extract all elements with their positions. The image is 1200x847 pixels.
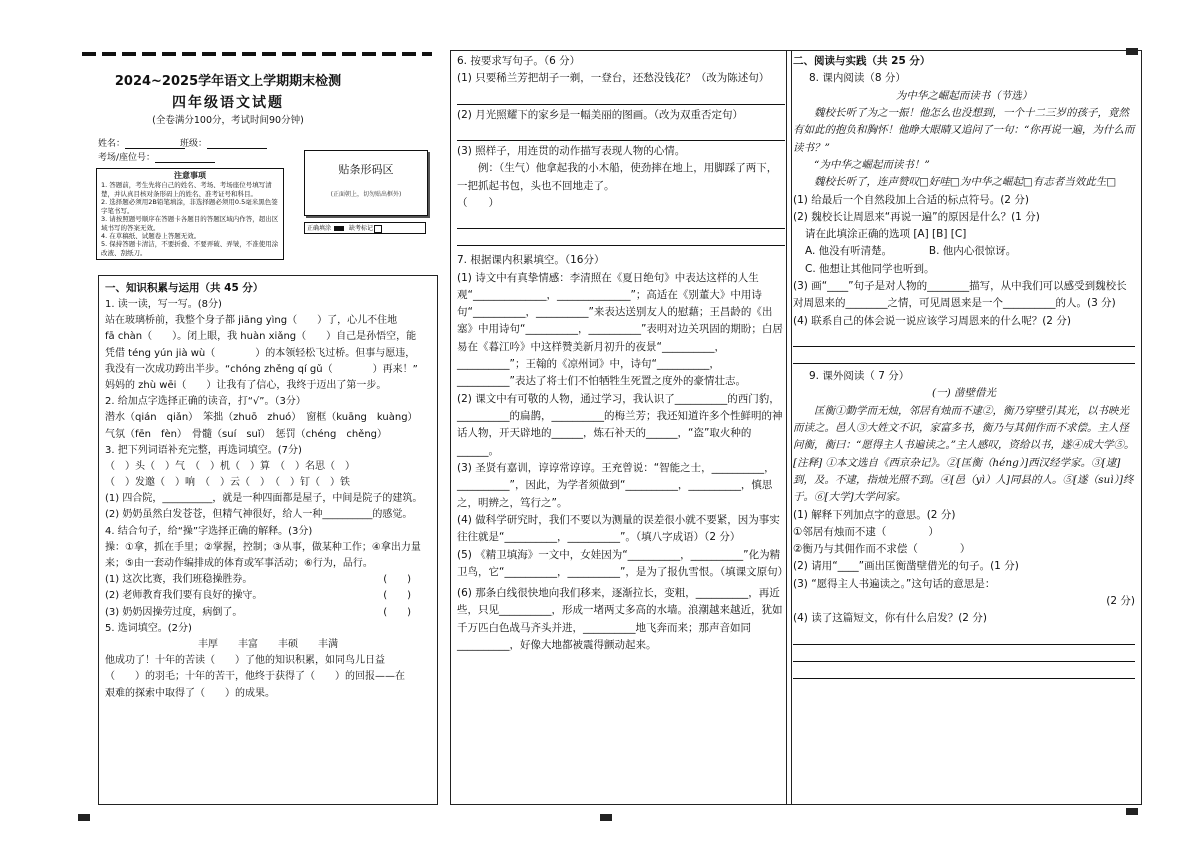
q2-line[interactable]: 潜水（qián qiǎn） 笨拙（zhuō zhuó） 窗框（kuāng kuàng） <box>105 412 418 424</box>
q6-3: (3) 照样子，用连贯的动作描写表现人物的心情。 <box>457 144 686 157</box>
barcode-sub: (正面朝上，切勿贴出框外) <box>330 191 402 198</box>
question-4: 4. 结合句子，给“操”字选择正确的解释。(3分) <box>105 525 313 537</box>
notice-line: 3. 请按照题号顺序在答题卡各题目的答题区域内作答，超出区域书写的答案无效。 <box>101 215 279 232</box>
exam-note: (全卷满分100分，考试时间90分钟) <box>152 115 304 126</box>
question-6: 6. 按要求写句子。（6 分） <box>457 55 581 67</box>
q9-sub: (1) 解释下列加点字的意思。(2 分) <box>793 508 956 521</box>
corner-mark <box>1126 808 1138 815</box>
class-field[interactable]: 班级： <box>180 136 267 149</box>
q8-choice-c: C. 他想让其他同学也听到。 <box>805 262 935 275</box>
fill-sample-icon <box>334 226 344 231</box>
answer-line[interactable] <box>457 126 785 141</box>
answer-line[interactable] <box>457 231 785 246</box>
q6-2: (2) 月光照耀下的家乡是一幅美丽的图画。（改为双重否定句） <box>457 108 743 121</box>
reading-paragraph: “为中华之崛起而读书！” <box>814 158 930 171</box>
question-5: 5. 选词填空。(2分) <box>105 622 192 634</box>
q5-line[interactable]: 艰难的探索中取得了（ ）的成果。 <box>105 687 275 699</box>
q1-line[interactable]: 站在玻璃桥前，我整个身子都 jiāng yìng（ ）了，心儿不住地 <box>105 315 398 327</box>
question-3: 3. 把下列词语补充完整，再选词填空。(7分) <box>105 444 302 456</box>
reading-paragraph: 魏校长听了为之一振！他怎么也没想到，一个十二三岁的孩子，竟然有如此的抱负和胸怀！他睁大眼睛又追问了一句：“你再说一遍，为什么而读书？” <box>793 106 1135 154</box>
q4-item[interactable]: (2) 老师教育我们要有良好的操守。 ( ) <box>105 590 411 602</box>
q8-choice-options[interactable]: 请在此填涂正确的选项 [A] [B] [C] <box>805 228 967 241</box>
q7-4[interactable]: (4) 做科学研究时，我们不要以为测量的误差很小就不要紧，因为事实往往就是“__________，__________”。（填八字成语）（2 分） <box>457 513 780 544</box>
notice-title: 注意事项 <box>174 171 206 180</box>
notice-line: 5. 保持答题卡清洁，不要折叠、不要弄破、弄皱，不准使用涂改液、刮纸刀。 <box>101 240 279 257</box>
q9-points: (2 分) <box>1106 595 1135 608</box>
q5-word-bank: 丰厚 丰富 丰硕 丰满 <box>198 638 338 650</box>
section-knowledge <box>98 275 438 805</box>
column-right <box>786 50 1142 805</box>
notice-line: 1. 答题前，考生先将自己的姓名、考场、考场座位号填写清楚，并认真目核对条形码上的姓名、准考证号和科目。 <box>101 181 272 198</box>
top-dash-line <box>82 52 432 56</box>
q4-item[interactable]: (1) 这次比赛，我们班稳操胜券。 ( ) <box>105 574 411 586</box>
section-heading: 二、阅读与实践（共 25 分） <box>793 55 931 67</box>
q8-sub: (4) 联系自己的体会说一说应该学习周恩来的什么呢？(2 分) <box>793 314 1071 327</box>
q6-blank[interactable]: （ ） <box>457 196 499 209</box>
question-2: 2. 给加点字选择正确的读音，打“√”。（3分） <box>105 396 306 408</box>
reading-paragraph-2: 匡衡①勤学而无烛，邻居有烛而不逮②，衡乃穿壁引其光，以书映光而读之。邑人③大姓文不识，家富多书，衡乃与其佣作而不求偿。主人怪问衡，衡曰：“愿得主人书遍读之。”主人感叹，资给以书，遂④成大学⑤。 <box>793 404 1135 452</box>
answer-line[interactable] <box>793 630 1135 645</box>
answer-line[interactable] <box>793 647 1135 662</box>
exam-title: 2024~2025学年语文上学期期末检测 <box>114 74 342 89</box>
column-middle <box>450 50 792 805</box>
section-heading: 一、知识积累与运用（共 45 分） <box>105 282 264 294</box>
question-9: 9. 课外阅读（ 7 分） <box>809 370 910 382</box>
reading-paragraph[interactable]: 魏校长听了，连声赞叹□好哇□为中华之崛起□有志者当效此生□ <box>814 176 1117 189</box>
q7-3[interactable]: (3) 圣贤有嘉训，谆谆常谆谆。王充曾说：“智能之士，__________，__________”，因此，为学者须做到“__________，__________，慎思之，明辨之，笃行之”。 <box>457 461 775 509</box>
q9-sub[interactable]: ②衡乃与其佣作而不求偿（ ） <box>793 543 971 556</box>
reading-title-2: (一) 凿壁借光 <box>931 387 997 400</box>
q1-line[interactable]: 我没有一次成功跨出半步。“chóng zhěng qí gǔ（ ）再来！” <box>105 363 418 375</box>
q9-sub: (2) 请用“____”画出匡衡凿壁借光的句子。(1 分) <box>793 560 1019 573</box>
fill-marks: 正确填涂 缺考标记 <box>304 222 426 234</box>
corner-mark <box>78 814 90 821</box>
q3-fill[interactable]: (2) 奶奶虽然白发苍苍，但精气神很好，给人一种__________的感觉。 <box>105 509 413 521</box>
answer-line[interactable] <box>793 349 1135 364</box>
q1-line[interactable]: 妈妈的 zhù wēi（ ）让我有了信心，我终于迈出了第一步。 <box>105 379 387 391</box>
notice-box <box>96 168 284 260</box>
q6-1: (1) 只要稀兰芳把胡子一剃，一登台，还愁没钱花？（改为陈述句） <box>457 72 770 85</box>
exam-seat-field[interactable]: 考场/座位号： <box>98 150 215 163</box>
q8-sub: (1) 给最后一个自然段加上合适的标点符号。(2 分) <box>793 193 1029 206</box>
q4-item[interactable]: (3) 奶奶因操劳过度，病倒了。 ( ) <box>105 606 411 618</box>
name-field[interactable]: 姓名： <box>98 136 185 149</box>
reading-title: 为中华之崛起而读书（节选） <box>895 89 1033 102</box>
q1-line[interactable]: fā chàn（ ）。闭上眼，我 huàn xiǎng（ ）自己是孙悟空，能 <box>105 331 417 343</box>
q8-sub: (2) 魏校长让周恩来“再说一遍”的原因是什么？(1 分) <box>793 210 1040 223</box>
q7-6[interactable]: (6) 那条白线很快地向我们移来，逐渐拉长，变粗，__________，再近些，只见__________，形成一堵两丈多高的水墙。浪潮越来越近，犹如千万匹白色战马齐头并进，__________地飞奔而来；那声音如同__________，好像大地都被震得颤动起来。 <box>457 587 783 652</box>
q5-line[interactable]: 他成功了！十年的苦读（ ）了他的知识积累，如同鸟儿日益 <box>105 655 385 667</box>
question-1: 1. 读一读，写一写。(8分) <box>105 299 222 310</box>
answer-line[interactable] <box>457 214 785 229</box>
absent-checkbox[interactable] <box>374 225 382 233</box>
answer-line[interactable] <box>793 332 1135 347</box>
q3-fill[interactable]: (1) 四合院，__________，就是一种四面都是屋子，中间是院子的建筑。 <box>105 493 423 505</box>
q3-line[interactable]: （ ）发邀（ ）响 （ ）云（ ） （ ）钉（ ）铁 <box>105 477 350 489</box>
q3-line[interactable]: （ ）头（ ）气 （ ）机（ ）算 （ ）名思（ ） <box>105 460 355 472</box>
answer-line[interactable] <box>457 90 785 105</box>
notice-line: 2. 选择题必须用2B铅笔填涂，非选择题必须用0.5毫米黑色签字笔书写。 <box>101 198 278 215</box>
q9-sub[interactable]: ①邻居有烛而不逮（ ） <box>793 525 939 538</box>
q7-1[interactable]: (1) 诗文中有真挚情感：李清照在《夏日绝句》中表达这样的人生观“______________，______________”；高适在《别董大》中用诗句“__________，__________”来表达送别友人的慰藉；王昌龄的《出塞》中用诗句“__________，__________”表明对边关巩固的期盼；白居易在《暮江吟》中这样赞美新月初升的夜景“__________，__________”；王翰的《凉州词》中，诗句“__________，__________”表达了将士们不怕牺牲生死置之度外的豪情壮志。 <box>457 271 783 388</box>
answer-line[interactable] <box>793 664 1135 679</box>
q7-5[interactable]: (5) 《精卫填海》一文中，女娃因为“__________，__________”化为精卫鸟，它“__________，__________”，是为了报仇雪恨。（填课文原句） <box>457 548 789 578</box>
q2-line[interactable]: 气氛（fēn fèn） 骨髓（suí suǐ） 惩罚（chéng chěng） <box>105 428 388 440</box>
notice-line: 4. 在草稿纸、试题卷上答题无效。 <box>101 232 201 241</box>
question-7: 7. 根据课内积累填空。（16分） <box>457 254 605 267</box>
q9-sub: (3) “愿得主人书遍读之。”这句话的意思是： <box>793 577 996 590</box>
reading-notes: [注释] ①本文选自《西京杂记》。②[匡衡（héng）]西汉经学家。③[逮]到，及。不逮，指烛光照不到。④[邑（yì）人]同县的人。⑤[遂（suì）]终于。⑥[大学]大学问家。 <box>793 456 1134 504</box>
q7-2[interactable]: (2) 课文中有可敬的人物，通过学习，我认识了__________的西门豹，__________的扁鹊，__________的梅兰芳；我还知道许多个性鲜明的神话人物，开天辟地的______，炼石补天的______，“盗”取火种的______。 <box>457 392 783 457</box>
q6-example: 例：（生气）他拿起我的小木船，使劲摔在地上，用脚踩了两下，一把抓起书包，头也不回地走了。 <box>457 162 778 192</box>
q5-line[interactable]: （ ）的羽毛；十年的苦干，他终于获得了（ ）的回报——在 <box>105 671 405 683</box>
barcode-label: 贴条形码区 <box>338 163 394 176</box>
corner-mark <box>600 814 612 821</box>
q9-sub: (4) 读了这篇短文，你有什么启发？(2 分) <box>793 612 987 625</box>
q8-choice-ab: A. 他没有听清楚。 B. 他内心很惊讶。 <box>805 245 1017 258</box>
q8-sub[interactable]: (3) 画“____”句子是对人物的________描写，从中我们可以感受到魏校长对周恩来的________之情，可见周恩来是一个__________的人。(3 分) <box>793 280 1127 310</box>
question-8: 8. 课内阅读（8 分） <box>809 72 906 85</box>
exam-subtitle: 四年级语文试题 <box>172 95 284 111</box>
barcode-area <box>304 150 428 216</box>
q4-definitions: 操：①拿，抓在手里；②掌握，控制；③从事，做某种工作；④拿出力量来；⑤由一套动作编排成的体育或军事活动；⑥行为，品行。 <box>105 541 421 569</box>
q1-line[interactable]: 凭借 téng yún jià wù（ ）的本领轻松飞过桥。但事与愿违， <box>105 347 416 359</box>
